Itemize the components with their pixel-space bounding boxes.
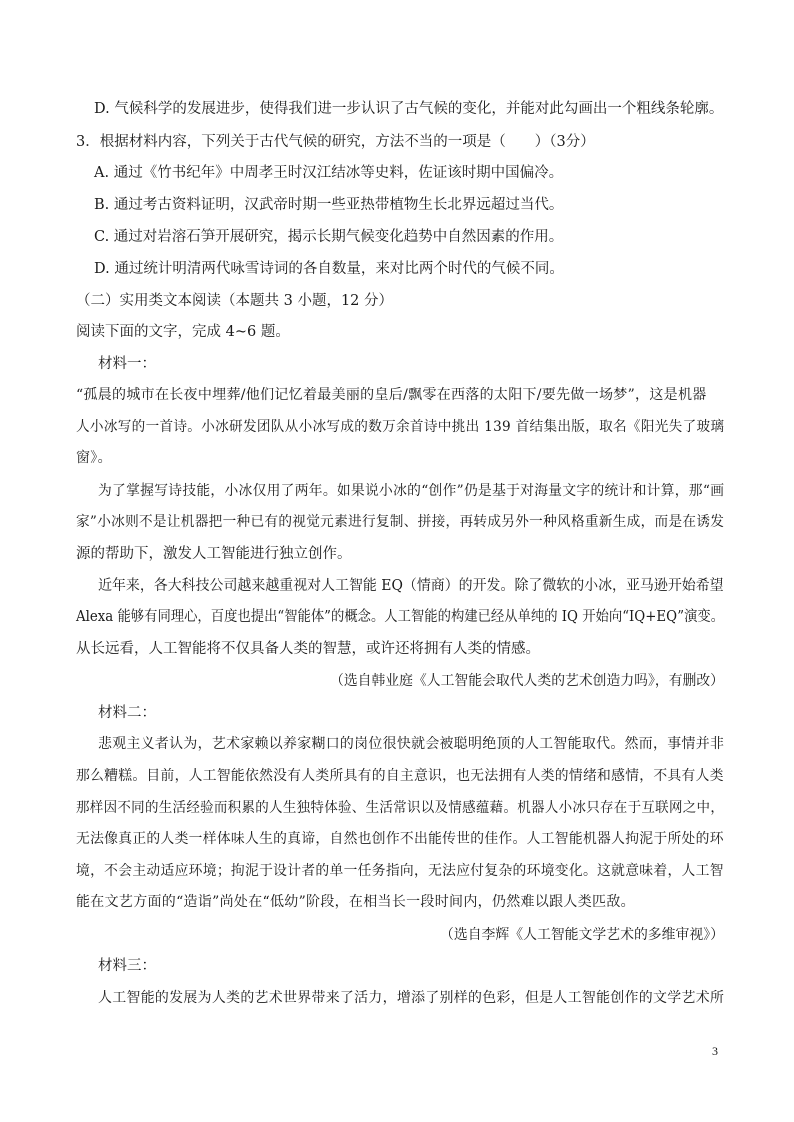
- material2-line: 无法像真正的人类一样体味人生的真谛，自然也创作不出能传世的佳作。人工智能机器人拘泥于所处的环: [76, 831, 724, 847]
- material2-line: 那样因不同的生活经验而积累的人生独特体验、生活常识以及情感蕴藉。机器人小冰只存在于互联网之中，: [76, 800, 725, 816]
- material1-line: 源的帮助下，激发人工智能进行独立创作。: [76, 546, 352, 562]
- section-heading: （二）实用类文本阅读（本题共 3 小题，12 分）: [76, 293, 394, 309]
- material2-line: 那么糟糕。目前，人工智能依然没有人类所具有的自主意识，也无法拥有人类的情绪和感情，不具有人类: [76, 768, 724, 784]
- material1-line: 从长远看，人工智能将不仅具备人类的智慧，或许还将拥有人类的情感。: [76, 641, 540, 657]
- q3-option-d: D. 通过统计明清两代咏雪诗词的各自数量，来对比两个时代的气候不同。: [94, 261, 564, 277]
- material2-source: （选自李辉《人工智能文学艺术的多维审视》）: [440, 927, 724, 943]
- material1-label: 材料一：: [98, 356, 156, 372]
- material3-label: 材料三：: [98, 958, 156, 974]
- q3-option-b: B. 通过考古资料证明，汉武帝时期一些亚热带植物生长北界远超过当代。: [94, 197, 564, 213]
- material2-label: 材料二：: [98, 705, 156, 721]
- material2-line: 悲观主义者认为，艺术家赖以养家糊口的岗位很快就会被聪明绝顶的人工智能取代。然而，事情并非: [98, 736, 725, 752]
- q3-option-a: A. 通过《竹书纪年》中周孝王时汉江结冰等史料，佐证该时期中国偏冷。: [94, 165, 564, 181]
- material3-line: 人工智能的发展为人类的艺术世界带来了活力，增添了别样的色彩，但是人工智能创作的文学艺术所: [98, 990, 725, 1006]
- material1-line: Alexa 能够有同理心，百度也提出“智能体”的概念。人工智能的构建已经从单纯的 IQ 开始向“IQ+EQ”演变。: [76, 609, 725, 625]
- q3-option-c: C. 通过对岩溶石笋开展研究，揭示长期气候变化趋势中自然因素的作用。: [94, 229, 564, 245]
- material1-line: 家”小冰则不是让机器把一种已有的视觉元素进行复制、拼接，再转成另外一种风格重新生成，而是在诱发: [76, 514, 725, 530]
- material1-line: 为了掌握写诗技能，小冰仅用了两年。如果说小冰的“创作”仍是基于对海量文字的统计和计算，那“画: [98, 483, 725, 499]
- instruction: 阅读下面的文字，完成 4~6 题。: [76, 324, 290, 340]
- material1-source: （选自韩业庭《人工智能会取代人类的艺术创造力吗》，有删改）: [330, 673, 725, 689]
- q3-stem: 3．根据材料内容，下列关于古代气候的研究，方法不当的一项是（ ）（3分）: [76, 134, 595, 150]
- material2-line: 能在文艺方面的“造诣”尚处在“低幼”阶段，在相当长一段时间内，仍然难以跟人类匹敌。: [76, 894, 635, 910]
- material1-line: 近年来，各大科技公司越来越重视对人工智能 EQ（情商）的开发。除了微软的小冰，亚马逊开始希望: [98, 578, 724, 594]
- material2-line: 境，不会主动适应环境；拘泥于设计者的单一任务指向，无法应付复杂的环境变化。这就意味着，人工智: [76, 863, 724, 879]
- material1-line: 窗》。: [76, 450, 112, 466]
- page-number: 3: [712, 1044, 718, 1058]
- material1-line: “孤晨的城市在长夜中埋葬/他们记忆着最美丽的皇后/飘零在西落的太阳下/要先做一场梦”，这是机器: [76, 387, 707, 403]
- q2-option-d: D. 气候科学的发展进步，使得我们进一步认识了古气候的变化，并能对此勾画出一个粗线条轮廓。: [94, 101, 724, 117]
- material1-line: 人小冰写的一首诗。小冰研发团队从小冰写成的数万余首诗中挑出 139 首结集出版，取名《阳光失了玻璃: [76, 419, 725, 435]
